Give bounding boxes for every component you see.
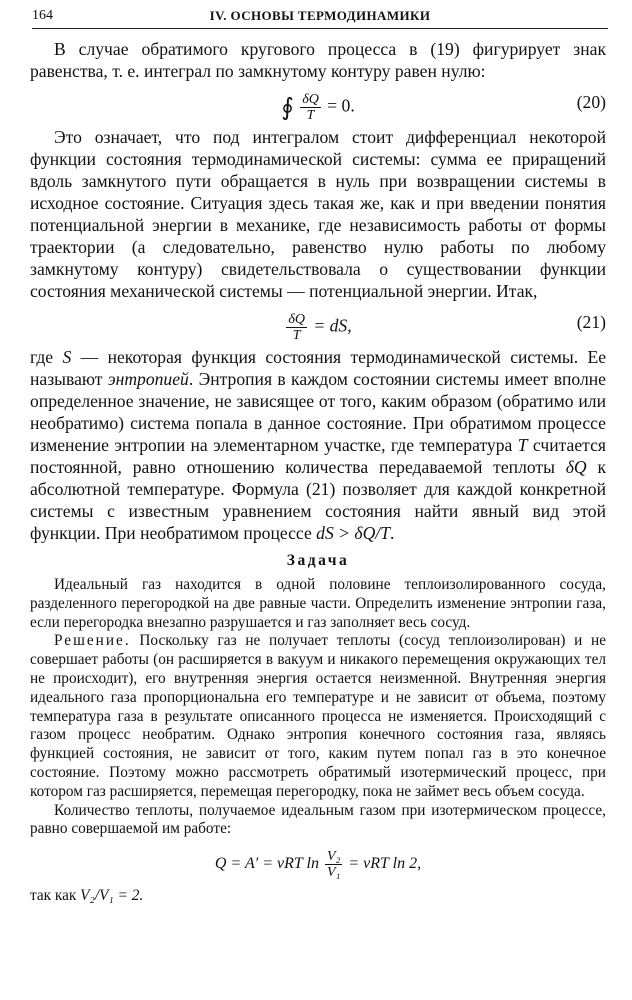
equation-number: (20) <box>576 92 606 112</box>
symbol-dq: δQ <box>565 457 587 477</box>
paragraph-state-function: Это означает, что под интегралом стоит дифференциал некоторой функции состояния термодинамической системы: сумма ее приращений вдоль замкнутого пути обращается в нуль при возвращении системы в исходное состояние. Ситуация здесь такая же, как и при введении понятия потенциальной энергии в механике, где независимость работы от формы траектории (а следовательно, равенство нулю работы по любому замкнутому контуру) свидетельствовала о существовании функции состояния механической системы — потенциальной энергии. Итак, <box>30 127 606 301</box>
heat-paragraph: Количество теплоты, получаемое идеальным газом при изотермическом процессе, равно совершаемой им работе: <box>30 801 606 838</box>
fraction-numerator: V₂ <box>326 849 341 865</box>
term-entropy: энтропией <box>107 369 189 389</box>
fraction <box>286 312 307 343</box>
fraction-numerator: δQ <box>302 92 319 107</box>
problem-statement: Идеальный газ находится в одной половине теплоизолированного сосуда, разделенного перегородкой на две равные части. Определить изменение энтропии газа, если перегородка внезапно разрушается и газ заполняет весь сосуд. <box>30 576 606 631</box>
solution-text: Поскольку газ не получает теплоты (сосуд теплоизолирован) и не совершает работы (он расширяется в вакуум и никакого перемещения окружающих тел не происходит), его внутренняя энергия остается неизменной. Внутренняя энергия идеального газа пропорциональна его температуре и не зависит от объема, поэтому температура газа в результате описанного процесса не изменяется. Происходящий с газом процесс необратим. Однако энтропия конечного состояния газа, являясь функцией состояния, не зависит от того, каким путем попал газ в это конечное состояние. Поэтому можно рассмотреть обратимый изотермический процесс, при котором газ расширяется, перемещая перегородку, пока не займет весь объем сосуда. <box>30 632 606 800</box>
page-content <box>30 38 606 906</box>
text-run: . Энтропия в каждом состоянии системы имеет вполне определенное значение, не зависящее от того, каким образом (обратимо или необратимо) система попала в данное состояние. При обратимом процессе изменение энтропии на элементарном участке, где температура <box>30 369 606 455</box>
symbol-t: T <box>517 435 528 455</box>
page-number: 164 <box>32 8 53 23</box>
solution-label: Решение. <box>54 632 131 650</box>
formula-lhs: Q = A′ = νRT ln <box>214 855 323 873</box>
formula-rhs: = dS, <box>308 315 352 336</box>
formula-20 <box>30 82 606 126</box>
text-run: — некоторая функция состояния термодинамической системы. Ее называют <box>30 347 607 389</box>
paragraph-entropy <box>30 346 606 544</box>
symbol-s: S <box>62 347 72 367</box>
intro-paragraph: В случае обратимого кругового процесса в (19) фигурирует знак равенства, т. е. интеграл по замкнутому контуру равен нулю: <box>30 39 606 81</box>
text-run: . <box>389 523 395 543</box>
formula-heat <box>30 839 606 887</box>
fraction-numerator: δQ <box>288 312 305 327</box>
equation-number: (21) <box>576 312 606 332</box>
fraction <box>325 849 342 880</box>
problem-title: Задача <box>286 552 350 569</box>
formula-rhs: = 0. <box>322 95 355 116</box>
contour-integral-symbol: ∮ <box>281 95 294 121</box>
since-formula: V₂/V₁ = 2. <box>80 887 144 905</box>
fraction-denominator: T <box>292 328 301 343</box>
problem-solution <box>30 632 606 801</box>
text-run: где <box>30 347 63 367</box>
formula-21 <box>30 302 606 346</box>
text-run: к абсолютной температуре. Формула (21) позволяет для каждой конкретной системы с известным уравнением состояния найти явный вид этой функции. При необратимом процессе <box>30 457 606 543</box>
fraction-denominator: T <box>306 108 315 123</box>
since-line <box>30 887 606 906</box>
since-text: так как <box>30 887 81 905</box>
formula-rhs: = νRT ln 2, <box>344 855 422 873</box>
text-run: считается постоянной, равно отношению количества передаваемой теплоты <box>30 435 606 477</box>
fraction <box>300 92 321 123</box>
running-title: IV. ОСНОВЫ ТЕРМОДИНАМИКИ <box>209 8 431 23</box>
inequality: dS > δQ/T <box>316 523 390 543</box>
page-header <box>32 6 608 29</box>
fraction-denominator: V₁ <box>326 865 341 881</box>
